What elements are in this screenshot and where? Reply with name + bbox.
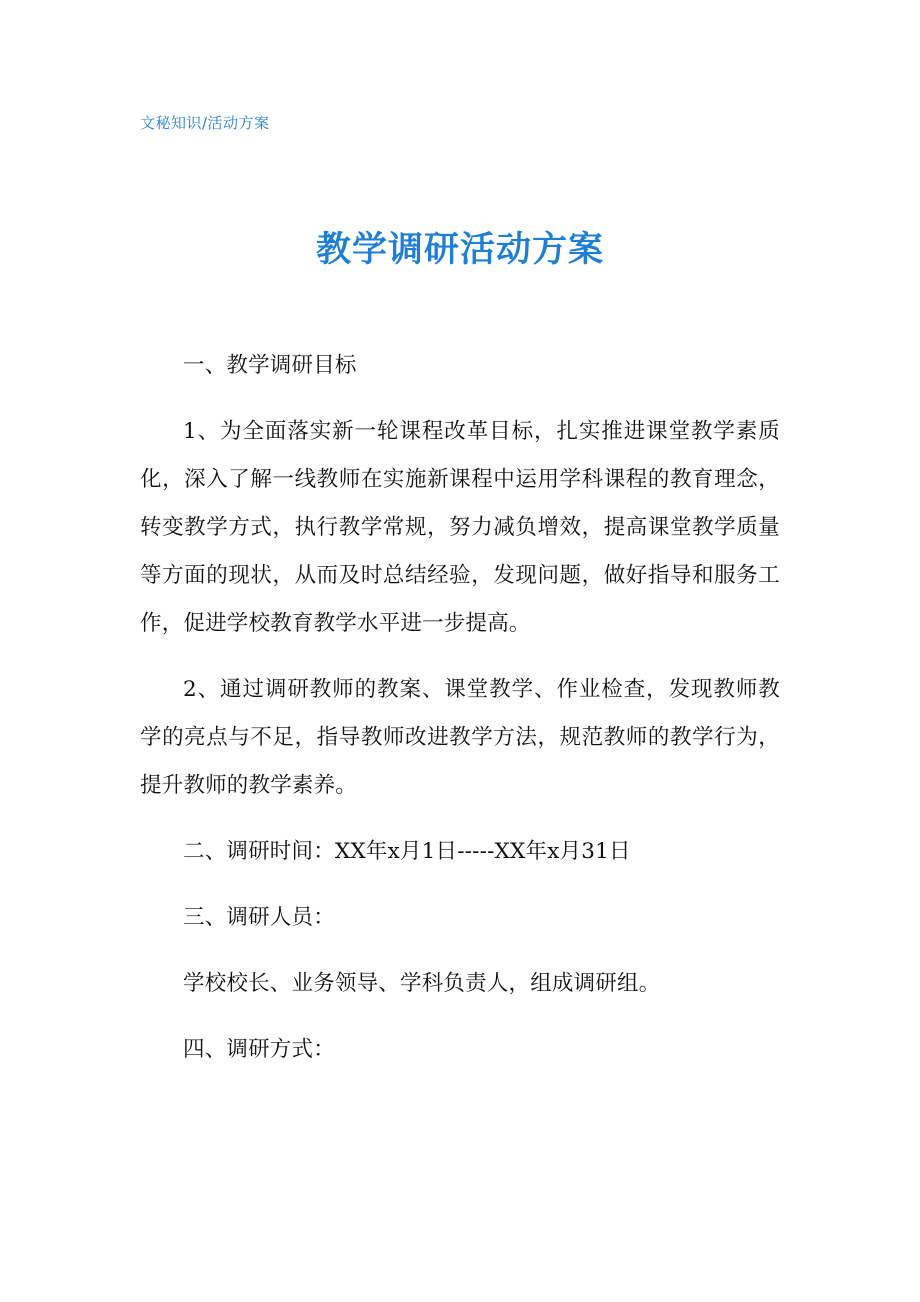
paragraph-personnel: 学校校长、业务领导、学科负责人，组成调研组。 bbox=[183, 971, 661, 996]
section-heading-personnel: 三、调研人员： bbox=[183, 905, 335, 930]
section-heading-time: 二、调研时间：XX年x月1日-----XX年x月31日 bbox=[183, 839, 631, 864]
document-body bbox=[140, 342, 780, 1092]
section-heading-method: 四、调研方式： bbox=[183, 1037, 335, 1062]
document-title: 教学调研活动方案 bbox=[315, 230, 604, 270]
section-heading-objectives: 一、教学调研目标 bbox=[183, 353, 357, 378]
category-breadcrumb: 文秘知识/活动方案 bbox=[140, 114, 270, 132]
paragraph-objective-2: 2、通过调研教师的教案、课堂教学、作业检查，发现教师教学的亮点与不足，指导教师改进教学方法，规范教师的教学行为，提升教师的教学素养。 bbox=[140, 677, 780, 798]
paragraph-objective-1: 1、为全面落实新一轮课程改革目标，扎实推进课堂教学素质化，深入了解一线教师在实施新课程中运用学科课程的教育理念，转变教学方式，执行教学常规，努力减负增效，提高课堂教学质量等方面的现状，从而及时总结经验，发现问题，做好指导和服务工作，促进学校教育教学水平进一步提高。 bbox=[140, 419, 780, 636]
